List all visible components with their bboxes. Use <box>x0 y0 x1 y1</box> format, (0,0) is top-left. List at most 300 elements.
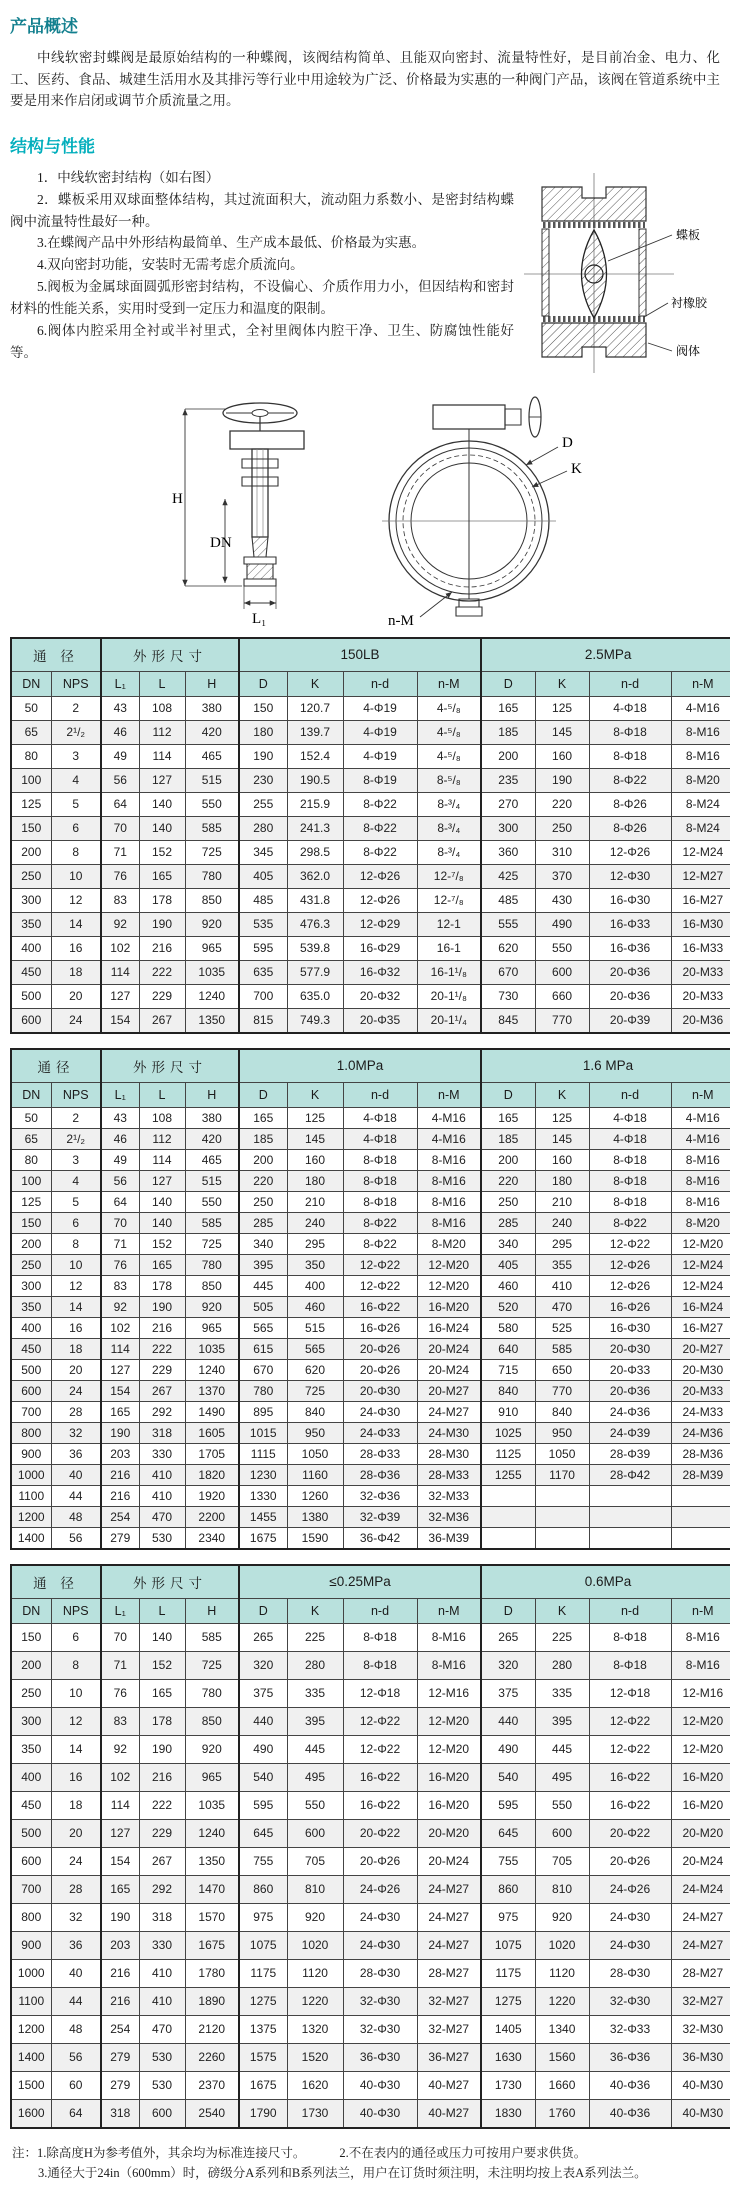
table-cell: 152.4 <box>287 744 343 768</box>
table-cell: 845 <box>481 1008 535 1033</box>
table-cell: 16-Φ22 <box>343 1763 417 1791</box>
table-cell: 83 <box>101 1275 139 1296</box>
table-cell: 24-Φ30 <box>343 1931 417 1959</box>
table-cell: 1760 <box>535 2099 589 2128</box>
table-cell: 1730 <box>287 2099 343 2128</box>
table-column-header: D <box>481 1082 535 1107</box>
table-cell: 1405 <box>481 2015 535 2043</box>
table-cell: 8-Φ22 <box>343 1212 417 1233</box>
table-cell <box>589 1485 671 1506</box>
table-cell: 114 <box>101 1791 139 1819</box>
table-cell: 14 <box>51 1296 101 1317</box>
table-row <box>11 1464 730 1485</box>
table-cell: 16-M20 <box>671 1763 730 1791</box>
table-cell: 4-⁵/₈ <box>417 744 481 768</box>
table-cell: 580 <box>481 1317 535 1338</box>
table-cell: 770 <box>535 1380 589 1401</box>
table-column-header: K <box>287 1598 343 1623</box>
table-cell: 203 <box>101 1443 139 1464</box>
table-cell: 114 <box>101 960 139 984</box>
table-cell: 16-M20 <box>417 1763 481 1791</box>
table-cell: 425 <box>481 864 535 888</box>
table-cell: 450 <box>11 1791 51 1819</box>
table-cell: 600 <box>535 1819 589 1847</box>
table-cell: 2 <box>51 696 101 720</box>
table-cell: 320 <box>481 1651 535 1679</box>
table-cell: 8-Φ22 <box>343 840 417 864</box>
table-cell: 1920 <box>185 1485 239 1506</box>
table-cell: 145 <box>535 1128 589 1149</box>
table-cell: 725 <box>185 1651 239 1679</box>
table-cell: 4-⁵/₈ <box>417 720 481 744</box>
table-cell: 200 <box>481 744 535 768</box>
table-row <box>11 1819 730 1847</box>
table-row <box>11 2099 730 2128</box>
table-cell: 470 <box>139 1506 185 1527</box>
table-cell: 40-Φ30 <box>343 2071 417 2099</box>
table-cell: 800 <box>11 1422 51 1443</box>
table-cell: 1035 <box>185 1338 239 1359</box>
table-cell: 780 <box>239 1380 287 1401</box>
table-cell: 585 <box>185 816 239 840</box>
table-column-header: n-M <box>417 1598 481 1623</box>
table-cell: 241.3 <box>287 816 343 840</box>
table-cell: 225 <box>535 1623 589 1651</box>
table-cell: 20-1¹/₄ <box>417 1008 481 1033</box>
table-cell: 860 <box>481 1875 535 1903</box>
structure-item: 3.在蝶阀产品中外形结构最简单、生产成本最低、价格最为实惠。 <box>37 235 426 251</box>
table-cell: 640 <box>481 1338 535 1359</box>
table-row <box>11 1191 730 1212</box>
table-cell: 20-Φ36 <box>589 984 671 1008</box>
table-cell: 265 <box>239 1623 287 1651</box>
table-column-header: n-M <box>671 1598 730 1623</box>
disc-label: 蝶板 <box>676 227 701 242</box>
table-cell <box>535 1527 589 1549</box>
table-cell: 362.0 <box>287 864 343 888</box>
table-cell: 1605 <box>185 1422 239 1443</box>
dim-d-label: D <box>562 434 573 451</box>
table-cell: 20-M30 <box>671 1359 730 1380</box>
table-cell: 850 <box>185 888 239 912</box>
table-cell: 20-Φ35 <box>343 1008 417 1033</box>
table-cell: 28-Φ36 <box>343 1464 417 1485</box>
table-cell: 12-Φ29 <box>343 912 417 936</box>
table-cell: 125 <box>11 1191 51 1212</box>
table-row <box>11 1931 730 1959</box>
table-cell: 12-Φ26 <box>343 888 417 912</box>
table-cell: 165 <box>139 1679 185 1707</box>
table-cell: 56 <box>101 768 139 792</box>
table-cell: 49 <box>101 744 139 768</box>
table-cell: 24 <box>51 1008 101 1033</box>
table-row <box>11 1170 730 1191</box>
table-cell: 440 <box>239 1707 287 1735</box>
table-cell: 279 <box>101 1527 139 1549</box>
table-row <box>11 768 730 792</box>
table-cell: 16-M20 <box>417 1296 481 1317</box>
table-cell: 178 <box>139 1275 185 1296</box>
table-cell: 1660 <box>535 2071 589 2099</box>
table-cell: 555 <box>481 912 535 936</box>
table-cell: 230 <box>239 768 287 792</box>
table-cell: 1350 <box>185 1008 239 1033</box>
table-cell: 1000 <box>11 1464 51 1485</box>
table-cell: 18 <box>51 960 101 984</box>
table-cell: 20-1¹/₈ <box>417 984 481 1008</box>
table-row <box>11 1422 730 1443</box>
table-cell: 20-M24 <box>417 1847 481 1875</box>
table-cell: 14 <box>51 912 101 936</box>
table-cell: 16-M24 <box>671 1296 730 1317</box>
table-cell: 645 <box>481 1819 535 1847</box>
table-cell: 254 <box>101 1506 139 1527</box>
table-cell: 24-M36 <box>671 1422 730 1443</box>
table-cell: 8-Φ22 <box>589 1212 671 1233</box>
table-cell: 102 <box>101 1317 139 1338</box>
table-cell: 76 <box>101 1679 139 1707</box>
table-cell: 465 <box>185 744 239 768</box>
table-cell: 405 <box>239 864 287 888</box>
table-cell: 370 <box>535 864 589 888</box>
table-cell: 2540 <box>185 2099 239 2128</box>
table-cell: 1590 <box>287 1527 343 1549</box>
table-row <box>11 1401 730 1422</box>
table-cell: 1050 <box>287 1443 343 1464</box>
table-cell: 12-Φ18 <box>343 1679 417 1707</box>
table-group-header: 1.0MPa <box>239 1049 481 1083</box>
table-cell: 28 <box>51 1401 101 1422</box>
table-cell: 28-Φ30 <box>343 1959 417 1987</box>
table-cell: 920 <box>185 1735 239 1763</box>
table-cell: 12-⁷/₈ <box>417 864 481 888</box>
table-row <box>11 1875 730 1903</box>
table-column-header: n-M <box>671 671 730 696</box>
table-row <box>11 720 730 744</box>
table-cell: 1075 <box>481 1931 535 1959</box>
table-cell: 12 <box>51 1707 101 1735</box>
table-cell: 92 <box>101 912 139 936</box>
table-column-header: H <box>185 671 239 696</box>
structure-heading: 结构与性能 <box>10 136 95 156</box>
table-cell: 20 <box>51 984 101 1008</box>
table-cell: 1340 <box>535 2015 589 2043</box>
table-cell: 645 <box>239 1819 287 1847</box>
table-row <box>11 1707 730 1735</box>
table-cell: 1675 <box>239 2071 287 2099</box>
table-cell: 20-Φ33 <box>589 1359 671 1380</box>
table-cell: 20-Φ26 <box>343 1359 417 1380</box>
table-cell: 4-Φ19 <box>343 720 417 744</box>
table-cell: 8-M16 <box>671 1191 730 1212</box>
table-cell: 215.9 <box>287 792 343 816</box>
table-cell: 400 <box>11 936 51 960</box>
table-cell: 160 <box>287 1149 343 1170</box>
table-column-header: NPS <box>51 1598 101 1623</box>
table-cell: 1075 <box>239 1931 287 1959</box>
table-group-header: 通径 <box>11 1049 101 1083</box>
table-cell: 20-Φ36 <box>589 1380 671 1401</box>
table-cell: 1200 <box>11 2015 51 2043</box>
table-row <box>11 984 730 1008</box>
table-cell: 229 <box>139 1819 185 1847</box>
table-cell: 810 <box>535 1875 589 1903</box>
table-cell: 160 <box>535 1149 589 1170</box>
table-cell: 950 <box>287 1422 343 1443</box>
table-cell: 965 <box>185 936 239 960</box>
dim-k-label: K <box>571 460 582 477</box>
table-cell: 20-M27 <box>671 1338 730 1359</box>
table-cell: 1620 <box>287 2071 343 2099</box>
table-cell: 975 <box>481 1903 535 1931</box>
table-cell: 40 <box>51 1464 101 1485</box>
table-cell: 8-Φ22 <box>589 768 671 792</box>
table-cell: 20-M24 <box>417 1338 481 1359</box>
table-cell: 515 <box>287 1317 343 1338</box>
table-cell: 300 <box>11 888 51 912</box>
table-row <box>11 1443 730 1464</box>
table-cell: 490 <box>535 912 589 936</box>
table-cell: 535 <box>239 912 287 936</box>
table-cell <box>671 1485 730 1506</box>
dimension-table-0.25mpa-0.6mpa <box>10 1564 730 2129</box>
table-cell: 410 <box>139 1959 185 1987</box>
table-cell: 8-³/₄ <box>417 792 481 816</box>
table-cell: 40-M30 <box>671 2099 730 2128</box>
table-cell: 670 <box>481 960 535 984</box>
table-cell: 490 <box>239 1735 287 1763</box>
table-cell: 470 <box>535 1296 589 1317</box>
table-cell: 650 <box>535 1359 589 1380</box>
table-cell: 565 <box>287 1338 343 1359</box>
table-cell: 920 <box>185 1296 239 1317</box>
table-cell: 8-Φ22 <box>343 816 417 840</box>
table-cell: 6 <box>51 1212 101 1233</box>
table-cell: 700 <box>11 1401 51 1422</box>
table-cell: 16-Φ33 <box>589 912 671 936</box>
table-cell <box>589 1506 671 1527</box>
table-cell <box>535 1485 589 1506</box>
table-cell: 190 <box>101 1903 139 1931</box>
table-column-header: n-d <box>343 1598 417 1623</box>
table-cell: 355 <box>535 1254 589 1275</box>
structure-item: 6.阀体内腔采用全衬或半衬里式，全衬里阀体内腔干净、卫生、防腐蚀性能好等。 <box>10 322 514 360</box>
table-cell: 32-Φ33 <box>589 2015 671 2043</box>
table-cell: 350 <box>11 912 51 936</box>
table-cell: 2¹/₂ <box>51 720 101 744</box>
table-group-header: 150LB <box>239 638 481 672</box>
table-column-header: D <box>481 671 535 696</box>
table-cell: 1730 <box>481 2071 535 2099</box>
table-cell: 1175 <box>481 1959 535 1987</box>
table-cell: 577.9 <box>287 960 343 984</box>
table-column-header: L₁ <box>101 671 139 696</box>
table-cell: 28-M27 <box>671 1959 730 1987</box>
table-cell: 585 <box>185 1623 239 1651</box>
table-row <box>11 1903 730 1931</box>
table-cell: 10 <box>51 864 101 888</box>
table-column-header: K <box>287 671 343 696</box>
table-cell <box>535 1506 589 1527</box>
table-cell: 335 <box>535 1679 589 1707</box>
table-cell: 140 <box>139 1191 185 1212</box>
table-row <box>11 864 730 888</box>
table-cell: 8-Φ18 <box>589 1170 671 1191</box>
table-cell: 125 <box>287 1107 343 1128</box>
table-column-header: D <box>239 671 287 696</box>
valve-cross-section-diagram <box>524 167 720 379</box>
table-cell: 8-M24 <box>671 792 730 816</box>
table-cell: 4-M16 <box>671 1128 730 1149</box>
table-cell: 150 <box>11 1212 51 1233</box>
table-cell: 1125 <box>481 1443 535 1464</box>
note-prefix: 注： <box>12 2145 38 2160</box>
table-column-header: L <box>139 671 185 696</box>
table-cell: 240 <box>535 1212 589 1233</box>
table-cell: 375 <box>481 1679 535 1707</box>
table-cell: 12-Φ26 <box>343 864 417 888</box>
table-cell: 280 <box>239 816 287 840</box>
table-cell: 185 <box>239 1128 287 1149</box>
table-cell: 1220 <box>287 1987 343 2015</box>
table-cell: 320 <box>239 1651 287 1679</box>
table-cell: 165 <box>101 1401 139 1422</box>
table-cell: 165 <box>139 864 185 888</box>
table-cell: 190 <box>139 1296 185 1317</box>
table-row <box>11 888 730 912</box>
table-cell: 80 <box>11 744 51 768</box>
table-cell: 28-M39 <box>671 1464 730 1485</box>
table-row <box>11 1317 730 1338</box>
table-cell: 127 <box>101 1359 139 1380</box>
table-cell: 56 <box>51 2043 101 2071</box>
table-cell: 1240 <box>185 984 239 1008</box>
table-cell: 4-Φ18 <box>589 1128 671 1149</box>
table-row <box>11 1107 730 1128</box>
table-cell: 550 <box>185 792 239 816</box>
table-cell: 24-Φ30 <box>589 1931 671 1959</box>
table-cell: 380 <box>185 1107 239 1128</box>
table-cell: 725 <box>287 1380 343 1401</box>
table-cell: 4-Φ18 <box>343 1107 417 1128</box>
table-cell: 600 <box>535 960 589 984</box>
table-cell: 780 <box>185 864 239 888</box>
table-cell: 780 <box>185 1679 239 1707</box>
table-cell: 8-Φ18 <box>343 1149 417 1170</box>
table-cell: 190 <box>139 1735 185 1763</box>
table-cell: 24 <box>51 1847 101 1875</box>
table-cell: 65 <box>11 1128 51 1149</box>
table-cell: 16-Φ29 <box>343 936 417 960</box>
table-cell: 4-Φ18 <box>589 696 671 720</box>
table-row <box>11 1233 730 1254</box>
table-cell: 24-Φ33 <box>343 1422 417 1443</box>
table-cell: 8-M16 <box>417 1170 481 1191</box>
table-cell: 530 <box>139 1527 185 1549</box>
table-cell: 240 <box>287 1212 343 1233</box>
table-cell: 1490 <box>185 1401 239 1422</box>
table-cell: 300 <box>11 1275 51 1296</box>
table-cell: 36-Φ42 <box>343 1527 417 1549</box>
table-cell: 64 <box>101 1191 139 1212</box>
table-cell: 3 <box>51 744 101 768</box>
table-cell: 12-Φ18 <box>589 1679 671 1707</box>
table-cell: 12-1 <box>417 912 481 936</box>
structure-section <box>10 167 720 383</box>
table-cell: 1275 <box>239 1987 287 2015</box>
table-cell: 700 <box>11 1875 51 1903</box>
table-cell: 14 <box>51 1735 101 1763</box>
table-cell: 700 <box>239 984 287 1008</box>
table-row <box>11 1254 730 1275</box>
table-cell: 540 <box>481 1763 535 1791</box>
table-cell: 2370 <box>185 2071 239 2099</box>
table-column-header: D <box>239 1082 287 1107</box>
table-cell: 152 <box>139 840 185 864</box>
table-cell: 185 <box>481 720 535 744</box>
table-row <box>11 1212 730 1233</box>
table-cell: 1020 <box>287 1931 343 1959</box>
table-column-header: D <box>239 1598 287 1623</box>
table-cell: 254 <box>101 2015 139 2043</box>
table-cell: 154 <box>101 1008 139 1033</box>
table-column-header: n-d <box>589 1082 671 1107</box>
table-cell: 490 <box>481 1735 535 1763</box>
table-column-header: n-M <box>671 1082 730 1107</box>
table-cell: 2260 <box>185 2043 239 2071</box>
table-cell: 12-M20 <box>671 1735 730 1763</box>
table-cell: 1705 <box>185 1443 239 1464</box>
table-cell: 46 <box>101 720 139 744</box>
table-cell: 298.5 <box>287 840 343 864</box>
table-cell: 300 <box>11 1707 51 1735</box>
table-cell: 12-M27 <box>671 864 730 888</box>
table-cell: 950 <box>535 1422 589 1443</box>
table-cell: 150 <box>11 816 51 840</box>
table-cell: 12-Φ22 <box>343 1275 417 1296</box>
table-cell: 8-Φ18 <box>343 1191 417 1212</box>
table-cell: 190 <box>239 744 287 768</box>
table-cell <box>671 1527 730 1549</box>
table-cell: 102 <box>101 1763 139 1791</box>
table-cell: 216 <box>139 936 185 960</box>
table-cell: 920 <box>535 1903 589 1931</box>
table-cell: 550 <box>535 1791 589 1819</box>
table-cell: 32-Φ30 <box>589 1987 671 2015</box>
table-column-header: n-M <box>417 1082 481 1107</box>
table-cell: 24-M27 <box>417 1931 481 1959</box>
structure-item: 2．蝶板采用双球面整体结构，其过流面积大，流动阻力系数小、是密封结构蝶阀中流量特性最好一种。 <box>10 191 514 229</box>
table-cell: 850 <box>185 1707 239 1735</box>
table-cell: 70 <box>101 1623 139 1651</box>
table-cell: 150 <box>239 696 287 720</box>
table-cell: 108 <box>139 696 185 720</box>
table-cell: 70 <box>101 1212 139 1233</box>
table-column-header: L₁ <box>101 1598 139 1623</box>
table-row <box>11 1359 730 1380</box>
table-cell: 28-Φ33 <box>343 1443 417 1464</box>
table-cell: 92 <box>101 1296 139 1317</box>
table-cell: 36-Φ30 <box>343 2043 417 2071</box>
table-cell: 395 <box>287 1707 343 1735</box>
table-cell: 8-³/₄ <box>417 816 481 840</box>
structure-item: 5.阀板为金属球面圆弧形密封结构，不设偏心、介质作用力小，但因结构和密封材料的性能关系，实用时受到一定压力和温度的限制。 <box>10 279 514 316</box>
table-cell: 8-Φ18 <box>589 1651 671 1679</box>
table-cell: 32-M27 <box>671 1987 730 2015</box>
table-cell: 216 <box>139 1317 185 1338</box>
table-cell: 24-M27 <box>671 1931 730 1959</box>
table-cell: 8-M20 <box>417 1233 481 1254</box>
